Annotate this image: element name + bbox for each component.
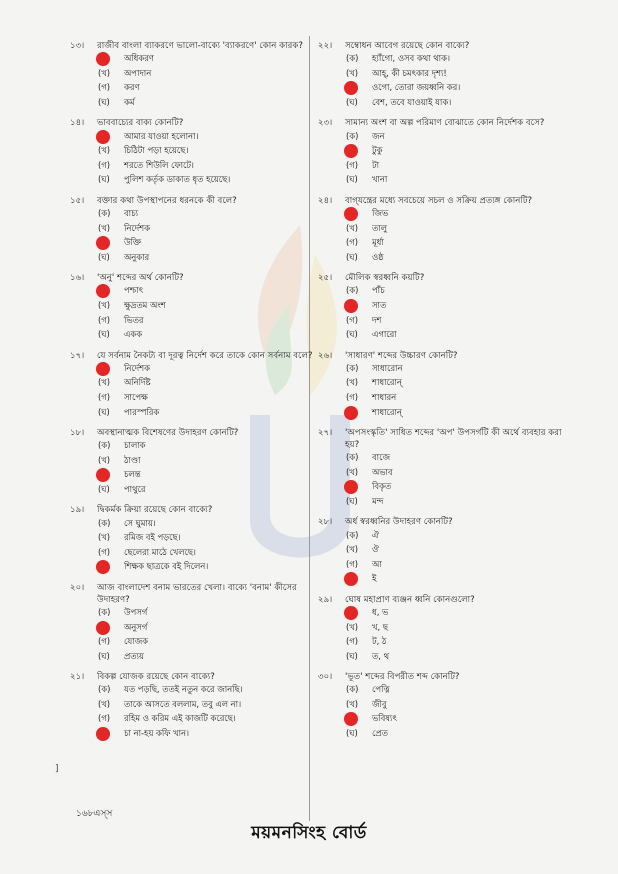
option-key: (গ) (98, 636, 111, 647)
answer-option[interactable] (70, 516, 330, 531)
option-key: (ক) (346, 452, 359, 463)
option-text: পারস্পরিক (124, 406, 160, 417)
question-text: সামান্য অংশ বা অল্প পরিমাণ বোঝাতে কোন নির্দেশক বসে? (345, 118, 545, 129)
option-key: (ঘ) (346, 97, 358, 108)
answer-option[interactable] (70, 712, 330, 727)
option-key: (গ) (346, 636, 359, 647)
answer-option[interactable] (318, 528, 578, 543)
answer-option[interactable] (318, 391, 578, 406)
option-text: খ, ছ (372, 621, 388, 632)
answer-marker-dot (96, 560, 110, 574)
option-text: ওষ্ঠ (372, 251, 384, 262)
question-line (70, 350, 330, 362)
option-text: মন্দ (372, 495, 384, 506)
answer-option[interactable] (70, 81, 330, 96)
option-key: (খ) (98, 222, 111, 233)
answer-option[interactable] (70, 606, 330, 621)
question-line (318, 594, 578, 606)
option-key: (ঘ) (98, 483, 110, 494)
question-text: 'অনু' শব্দের অর্থ কোনটি? (97, 273, 184, 284)
option-text: টা (372, 159, 379, 170)
answer-option[interactable] (70, 173, 330, 188)
option-text: চলন্ত (124, 469, 141, 480)
option-key: (গ) (346, 237, 359, 248)
answer-option[interactable] (318, 606, 578, 621)
option-text: কর্ম (124, 97, 135, 108)
answer-option[interactable] (70, 284, 330, 299)
option-text: চিঠিটা পড়া হয়েছে। (124, 145, 189, 156)
right-question-column (318, 40, 578, 748)
option-key: (ঘ) (346, 728, 358, 739)
option-text: অনুকার (124, 251, 150, 262)
option-key: (ক) (98, 684, 111, 695)
question-text: 'ভূত' শব্দের বিপরীত শব্দ কোনটি? (345, 672, 460, 682)
answer-marker-dot (96, 468, 110, 482)
option-key: (গ) (98, 391, 111, 402)
answer-marker-dot (96, 621, 110, 635)
board-title: ময়মনসিংহ বোর্ড (251, 823, 367, 843)
answer-marker-dot (344, 572, 358, 586)
option-text: আমার যাওয়া হলোনা। (124, 130, 199, 141)
answer-marker-dot (344, 712, 358, 726)
question-number: ২৭। (318, 427, 333, 438)
page-code: ১৬৮এস্স (76, 809, 113, 819)
option-text: বিকৃত (372, 481, 392, 492)
option-key: (ঘ) (98, 406, 110, 417)
option-key: (খ) (346, 698, 359, 709)
answer-option[interactable] (70, 635, 330, 650)
answer-option[interactable] (70, 221, 330, 236)
question-text: রাজীব বাংলা ব্যাকরণে ভালো-বাক্যে 'ব্যাকরণে' কোন কারক? (97, 41, 303, 51)
option-text: ক্ষুদ্রতম অংশ (124, 300, 166, 311)
question-block (318, 671, 578, 741)
question-block (70, 195, 330, 265)
answer-option[interactable] (70, 67, 330, 82)
option-text: নির্দেশক (124, 362, 150, 373)
option-text: আহ্, কী চমৎকার দৃশ্য! (372, 67, 447, 78)
question-text: বিকল্প যোজক রয়েছে কোন বাক্যে? (97, 672, 215, 682)
option-key: (ক) (346, 53, 359, 64)
option-key: (খ) (98, 300, 111, 311)
answer-option[interactable] (70, 144, 330, 159)
question-block (318, 350, 578, 420)
question-text: 'অপসংস্কৃতি' সাধিত শব্দের 'অপ' উপসর্গটি কী অর্থে ব্যবহার করা হয়? (345, 427, 562, 450)
answer-option[interactable] (318, 52, 578, 67)
answer-marker-dot (96, 362, 110, 376)
answer-option[interactable] (318, 251, 578, 266)
answer-marker-dot (344, 144, 358, 158)
option-text: যত পড়ছি, ততই নতুন করে জানছি। (124, 684, 243, 695)
question-line (70, 671, 330, 683)
answer-option[interactable] (318, 683, 578, 698)
question-block (70, 40, 330, 110)
option-text: ছেলেরা মাঠে খেলছে। (124, 546, 196, 557)
answer-marker-dot (96, 284, 110, 298)
option-text: ভিতর (124, 314, 144, 325)
option-text: অভাব (372, 466, 393, 477)
option-key: (ঘ) (346, 251, 358, 262)
option-key: (গ) (346, 558, 359, 569)
answer-option[interactable] (318, 236, 578, 251)
question-number: ১৯। (70, 505, 85, 516)
option-key: (খ) (346, 544, 359, 555)
option-text: জীবু (372, 698, 387, 709)
option-text: বাচ্য (124, 208, 139, 219)
option-key: (ঘ) (98, 97, 110, 108)
answer-option[interactable] (318, 495, 578, 510)
option-key: (গ) (98, 314, 111, 325)
option-text: মূর্ধা (372, 237, 384, 248)
option-key: (ক) (98, 517, 111, 528)
answer-option[interactable] (318, 144, 578, 159)
answer-marker-dot (344, 299, 358, 313)
answer-option[interactable] (318, 712, 578, 727)
question-number: ১৪। (70, 118, 85, 129)
question-text: 'সাধারণ' শব্দের উচ্চারণ কোনটি? (345, 350, 458, 361)
answer-option[interactable] (318, 543, 578, 558)
answer-option[interactable] (70, 362, 330, 377)
answer-option[interactable] (318, 221, 578, 236)
answer-option[interactable] (318, 328, 578, 343)
question-text: বাগ্‌যন্ত্রের মধ্যে সবচেয়ে সচল ও সক্রিয় প্রত্যঙ্গ কোনটি? (345, 195, 533, 206)
option-text: সাপেক্ষ (124, 391, 148, 402)
option-key: (খ) (346, 377, 359, 388)
question-block (318, 40, 578, 110)
answer-option[interactable] (318, 207, 578, 222)
option-key: (খ) (346, 466, 359, 477)
option-key: (ক) (346, 285, 359, 296)
option-text: জন (372, 130, 385, 141)
option-key: (গ) (98, 713, 111, 724)
option-key: (ঘ) (98, 650, 110, 661)
question-block (318, 427, 578, 509)
answer-marker-dot (96, 236, 110, 250)
answer-option[interactable] (318, 480, 578, 495)
option-key: (গ) (98, 546, 111, 557)
option-text: ঐ (372, 529, 379, 540)
option-text: এগারো (372, 329, 397, 340)
answer-option[interactable] (70, 683, 330, 698)
answer-marker-dot (96, 52, 110, 66)
option-key: (ক) (98, 606, 111, 617)
option-text: অধিকরণ (124, 53, 154, 64)
answer-option[interactable] (70, 313, 330, 328)
option-text: সাত (372, 300, 387, 311)
answer-option[interactable] (70, 52, 330, 67)
answer-option[interactable] (318, 451, 578, 466)
option-text: পুলিশ কর্তৃক ডাকাত ধৃত হয়েছে। (124, 174, 231, 185)
option-text: দশ (372, 314, 382, 325)
answer-option[interactable] (70, 129, 330, 144)
option-key: (গ) (98, 159, 111, 170)
option-key: (ঘ) (98, 251, 110, 262)
answer-option[interactable] (318, 727, 578, 742)
question-text: বক্তার কথা উপস্থাপনের ধরনকে কী বলে? (97, 195, 237, 206)
answer-option[interactable] (318, 649, 578, 664)
answer-option[interactable] (70, 207, 330, 222)
option-key: (ক) (98, 208, 111, 219)
option-text: হ্যাঁগো, ওসব কথা থাক। (372, 53, 450, 64)
option-text: ধ, ভ (372, 606, 389, 617)
option-text: প্রেত (372, 728, 388, 739)
option-text: পেত্নি (372, 684, 390, 695)
question-number: ১৩। (70, 41, 85, 51)
answer-option[interactable] (70, 96, 330, 111)
option-text: ঠাণ্ডা (124, 454, 141, 465)
answer-option[interactable] (318, 159, 578, 174)
option-key: (খ) (346, 621, 359, 632)
option-key: (ক) (98, 440, 111, 451)
answer-option[interactable] (70, 439, 330, 454)
option-text: ভবিষ্যৎ (372, 713, 397, 724)
answer-option[interactable] (318, 173, 578, 188)
question-text: ঘোষ মহাপ্রাণ ব্যঞ্জন ধ্বনি কোনগুলো? (345, 594, 475, 605)
option-text: শরতে শিউলি ফোটে। (124, 159, 194, 170)
option-key: (গ) (98, 82, 111, 93)
question-line (318, 350, 578, 362)
answer-option[interactable] (70, 376, 330, 391)
option-text: বেশ, তবে যাওয়াই যাক। (372, 97, 452, 108)
option-key: (ক) (346, 529, 359, 540)
question-number: ১৮। (70, 427, 85, 438)
question-number: ১৫। (70, 195, 85, 206)
option-text: করণ (124, 82, 140, 93)
answer-option[interactable] (318, 67, 578, 82)
question-line (70, 427, 330, 439)
option-text: ঔ (372, 544, 379, 555)
question-block (318, 195, 578, 265)
answer-option[interactable] (70, 545, 330, 560)
question-text: আজ বাংলাদেশ বনাম ভারতের খেলা। বাক্যে 'বনাম' কীসের উদাহরণ? (97, 582, 297, 605)
answer-option[interactable] (318, 81, 578, 96)
answer-marker-dot (344, 606, 358, 620)
question-number: ২০। (70, 582, 85, 593)
question-block (318, 516, 578, 586)
option-text: জিভ (372, 208, 389, 219)
question-line (70, 40, 330, 52)
question-block (70, 671, 330, 741)
question-line (318, 516, 578, 528)
question-number: ২৫। (318, 273, 333, 284)
question-block (318, 272, 578, 342)
option-text: শিক্ষক ছাত্রকে বই দিলেন। (124, 561, 209, 572)
option-text: সাধারোন (372, 362, 403, 373)
option-key: (খ) (98, 145, 111, 156)
option-text: আ (372, 558, 382, 569)
answer-option[interactable] (318, 96, 578, 111)
option-text: চালাক (124, 440, 146, 451)
question-block (70, 504, 330, 574)
option-text: খানা (372, 174, 388, 185)
option-key: (খ) (98, 454, 111, 465)
question-line (70, 117, 330, 129)
answer-option[interactable] (318, 299, 578, 314)
option-key: (খ) (98, 532, 111, 543)
option-text: ই (372, 573, 377, 584)
answer-option[interactable] (70, 483, 330, 498)
option-text: পাঁচ (372, 285, 385, 296)
option-key: (গ) (346, 391, 359, 402)
option-key: (খ) (346, 67, 359, 78)
option-text: পশ্চাৎ (124, 285, 144, 296)
option-text: ট, ঠ (372, 636, 387, 647)
option-key: (খ) (98, 377, 111, 388)
option-key: (ঘ) (346, 650, 358, 661)
answer-option[interactable] (318, 635, 578, 650)
question-line (318, 195, 578, 207)
option-text: উক্তি (124, 237, 142, 248)
answer-option[interactable] (70, 328, 330, 343)
option-key: (ক) (346, 362, 359, 373)
answer-option[interactable] (318, 698, 578, 713)
question-block (318, 594, 578, 664)
question-text: যে সর্বনাম নৈকট্য বা দূরত্ব নির্দেশ করে তাকে কোন সর্বনাম বলে? (97, 350, 313, 361)
question-number: ২৮। (318, 517, 333, 528)
answer-marker-dot (96, 727, 110, 741)
question-block (318, 117, 578, 187)
question-text: সম্বোধন আবেগ রয়েছে কোন বাক্যে? (345, 41, 470, 51)
option-text: রমিজ বই পড়ছে। (124, 532, 181, 543)
option-text: শাধারোন্ (372, 406, 402, 417)
option-text: একক (124, 329, 143, 340)
answer-option[interactable] (70, 698, 330, 713)
option-key: (খ) (98, 698, 111, 709)
question-block (70, 272, 330, 342)
answer-option[interactable] (318, 620, 578, 635)
option-key: (খ) (346, 222, 359, 233)
option-text: অপাদান (124, 67, 152, 78)
answer-marker-dot (344, 406, 358, 420)
option-text: নির্দেশক (124, 222, 150, 233)
answer-option[interactable] (70, 560, 330, 575)
answer-option[interactable] (318, 129, 578, 144)
answer-marker-dot (96, 130, 110, 144)
option-text: ওগো, তোরা জয়ধ্বনি কর। (372, 82, 461, 93)
question-number: ২৪। (318, 195, 333, 206)
option-key: (ঘ) (98, 329, 110, 340)
question-line (318, 117, 578, 129)
option-key: (ঘ) (98, 174, 110, 185)
question-text: অবস্থানাত্মক বিশেষণের উদাহরণ কোনটি? (97, 427, 239, 438)
answer-option[interactable] (70, 391, 330, 406)
question-number: ২৬। (318, 350, 333, 361)
option-text: উপসর্গ (124, 606, 148, 617)
question-number: ১৬। (70, 273, 85, 284)
question-line (318, 427, 578, 451)
question-block (70, 350, 330, 420)
question-line (318, 40, 578, 52)
option-text: তালু (372, 222, 387, 233)
question-number: ২২। (318, 41, 333, 51)
question-text: অর্ধ স্বরধ্বনির উদাহরণ কোনটি? (345, 517, 453, 528)
question-number: ২৯। (318, 594, 333, 605)
answer-option[interactable] (70, 649, 330, 664)
question-block (70, 582, 330, 664)
question-line (318, 272, 578, 284)
option-key: (ঘ) (346, 174, 358, 185)
question-block (70, 427, 330, 497)
answer-option[interactable] (70, 620, 330, 635)
answer-option[interactable] (318, 284, 578, 299)
option-key: (ক) (346, 684, 359, 695)
answer-option[interactable] (70, 405, 330, 420)
answer-option[interactable] (70, 251, 330, 266)
answer-option[interactable] (318, 572, 578, 587)
option-text: যোজক (124, 636, 149, 647)
option-text: চা না-হয় কফি খান। (124, 728, 190, 739)
option-text: তাকে আসতে বললাম, তবু এল না। (124, 698, 242, 709)
question-text: মৌলিক স্বরধ্বনি কয়টি? (345, 273, 425, 284)
answer-option[interactable] (318, 405, 578, 420)
option-text: বাজে (372, 452, 390, 463)
answer-marker-dot (344, 81, 358, 95)
question-block (70, 117, 330, 187)
question-line (70, 582, 330, 606)
option-text: সে ঘুমায়। (124, 517, 156, 528)
option-key: (ঘ) (346, 495, 358, 506)
edge-mark: ] (55, 764, 59, 774)
answer-option[interactable] (70, 468, 330, 483)
answer-option[interactable] (70, 453, 330, 468)
question-number: ২৩। (318, 118, 333, 129)
question-line (70, 195, 330, 207)
option-text: শাধারোন্ (372, 377, 402, 388)
answer-option[interactable] (318, 465, 578, 480)
answer-option[interactable] (318, 362, 578, 377)
question-text: ভাববাচ্যের বাক্য কোনটি? (97, 118, 184, 129)
answer-marker-dot (344, 480, 358, 494)
option-key: (গ) (346, 159, 359, 170)
answer-option[interactable] (318, 313, 578, 328)
answer-option[interactable] (318, 557, 578, 572)
option-text: রহিম ও করিম এই কাজটি করেছে। (124, 713, 236, 724)
option-text: অনির্দিষ্ট (124, 377, 151, 388)
option-key: (ক) (346, 130, 359, 141)
answer-option[interactable] (70, 727, 330, 742)
answer-option[interactable] (70, 531, 330, 546)
answer-marker-dot (344, 207, 358, 221)
question-number: ১৭। (70, 350, 85, 361)
option-text: অনুসর্গ (124, 621, 148, 632)
option-key: (গ) (346, 314, 359, 325)
option-key: (খ) (98, 67, 111, 78)
option-text: ত, থ (372, 650, 390, 661)
answer-option[interactable] (70, 299, 330, 314)
question-text: দ্বিকর্মক ক্রিয়া রয়েছে কোন বাক্যে? (97, 505, 213, 516)
option-text: পাথুরে (124, 483, 146, 494)
option-text: শাধারন (372, 391, 397, 402)
option-text: টুকু (372, 145, 383, 156)
question-line (70, 504, 330, 516)
question-line (318, 671, 578, 683)
answer-option[interactable] (70, 236, 330, 251)
question-number: ৩০। (318, 672, 333, 682)
left-question-column (70, 40, 330, 748)
option-key: (ঘ) (346, 329, 358, 340)
answer-option[interactable] (318, 376, 578, 391)
question-line (70, 272, 330, 284)
question-number: ২১। (70, 672, 85, 682)
answer-option[interactable] (70, 159, 330, 174)
option-text: প্রত্যয় (124, 650, 144, 661)
